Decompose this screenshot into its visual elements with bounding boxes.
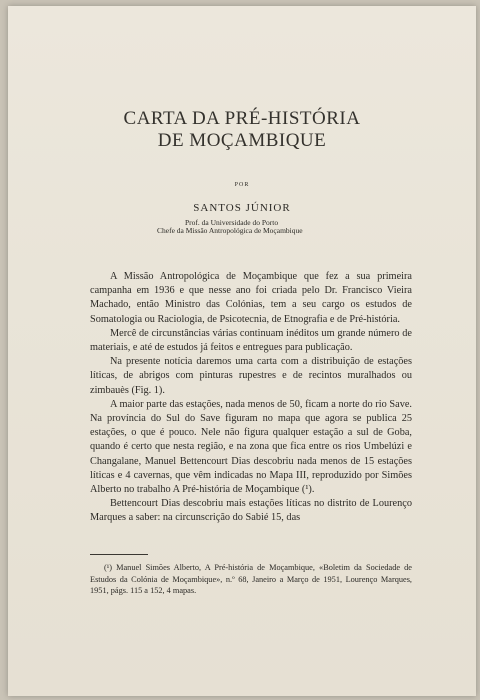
- document-page: [8, 6, 476, 696]
- byline-por: POR: [234, 182, 250, 188]
- author-affiliation-2: Chefe da Missão Antropológica de Moçambique: [157, 226, 303, 235]
- title-line-1: CARTA DA PRÉ-HISTÓRIA: [123, 108, 361, 129]
- paragraph-1: A Missão Antropológica de Moçambique que fez a sua primeira campanha em 1936 e que nesse ano foi criada pelo Dr. Francisco Vieira Machado, então Ministro das Colónias, tem a seu cargo os estudos de Somatologia ou Raciologia, de Psicotecnia, de Etnografia e de Pré-história.: [90, 271, 412, 325]
- footnote: [90, 562, 412, 597]
- paragraph-5: Bettencourt Dias descobriu mais estações líticas no distrito de Lourenço Marques a saber: na circunscrição do Sabié 15, das: [90, 498, 412, 524]
- body-text: [90, 270, 412, 526]
- author-name: SANTOS JÚNIOR: [193, 202, 291, 214]
- paragraph-2: Mercê de circunstâncias várias continuam inéditos um grande número de materiais, e até de estudos já feitos e entregues para publicação.: [90, 327, 412, 354]
- author-affiliation-1: Prof. da Universidade do Porto: [185, 218, 279, 227]
- paragraph-3: Na presente notícia daremos uma carta com a distribuição de estações líticas, de abrigos com pinturas rupestres e de recintos muralhados ou zimbauès (Fig. 1).: [90, 356, 412, 396]
- footnote-divider: [90, 554, 148, 555]
- paragraph-4: A maior parte das estações, nada menos de 50, ficam a norte do rio Save. Na província do Sul do Save figuram no mapa que agora se publica 25 estações, o que é pouco. Nele não figura qualquer estação a sul de Goba, quando é certo que nesta região, e na zona que fica entre os rios Umbelúzi e Changalane, Manuel Bettencourt Dias descobriu nada menos de 15 estações líticas e 4 cavernas, que vêm indicadas no Mapa III, reproduzido por Simões Alberto no trabalho A Pré-história de Moçambique (¹).: [90, 398, 412, 496]
- footnote-text: (¹) Manuel Simões Alberto, A Pré-história de Moçambique, «Boletim da Sociedade de Estudos da Colónia de Moçambique», n.º 68, Janeiro a Março de 1951, Lourenço Marques, 1951, págs. 115 a 152, 4 mapas.: [90, 563, 412, 596]
- title-line-2: DE MOÇAMBIQUE: [157, 130, 327, 151]
